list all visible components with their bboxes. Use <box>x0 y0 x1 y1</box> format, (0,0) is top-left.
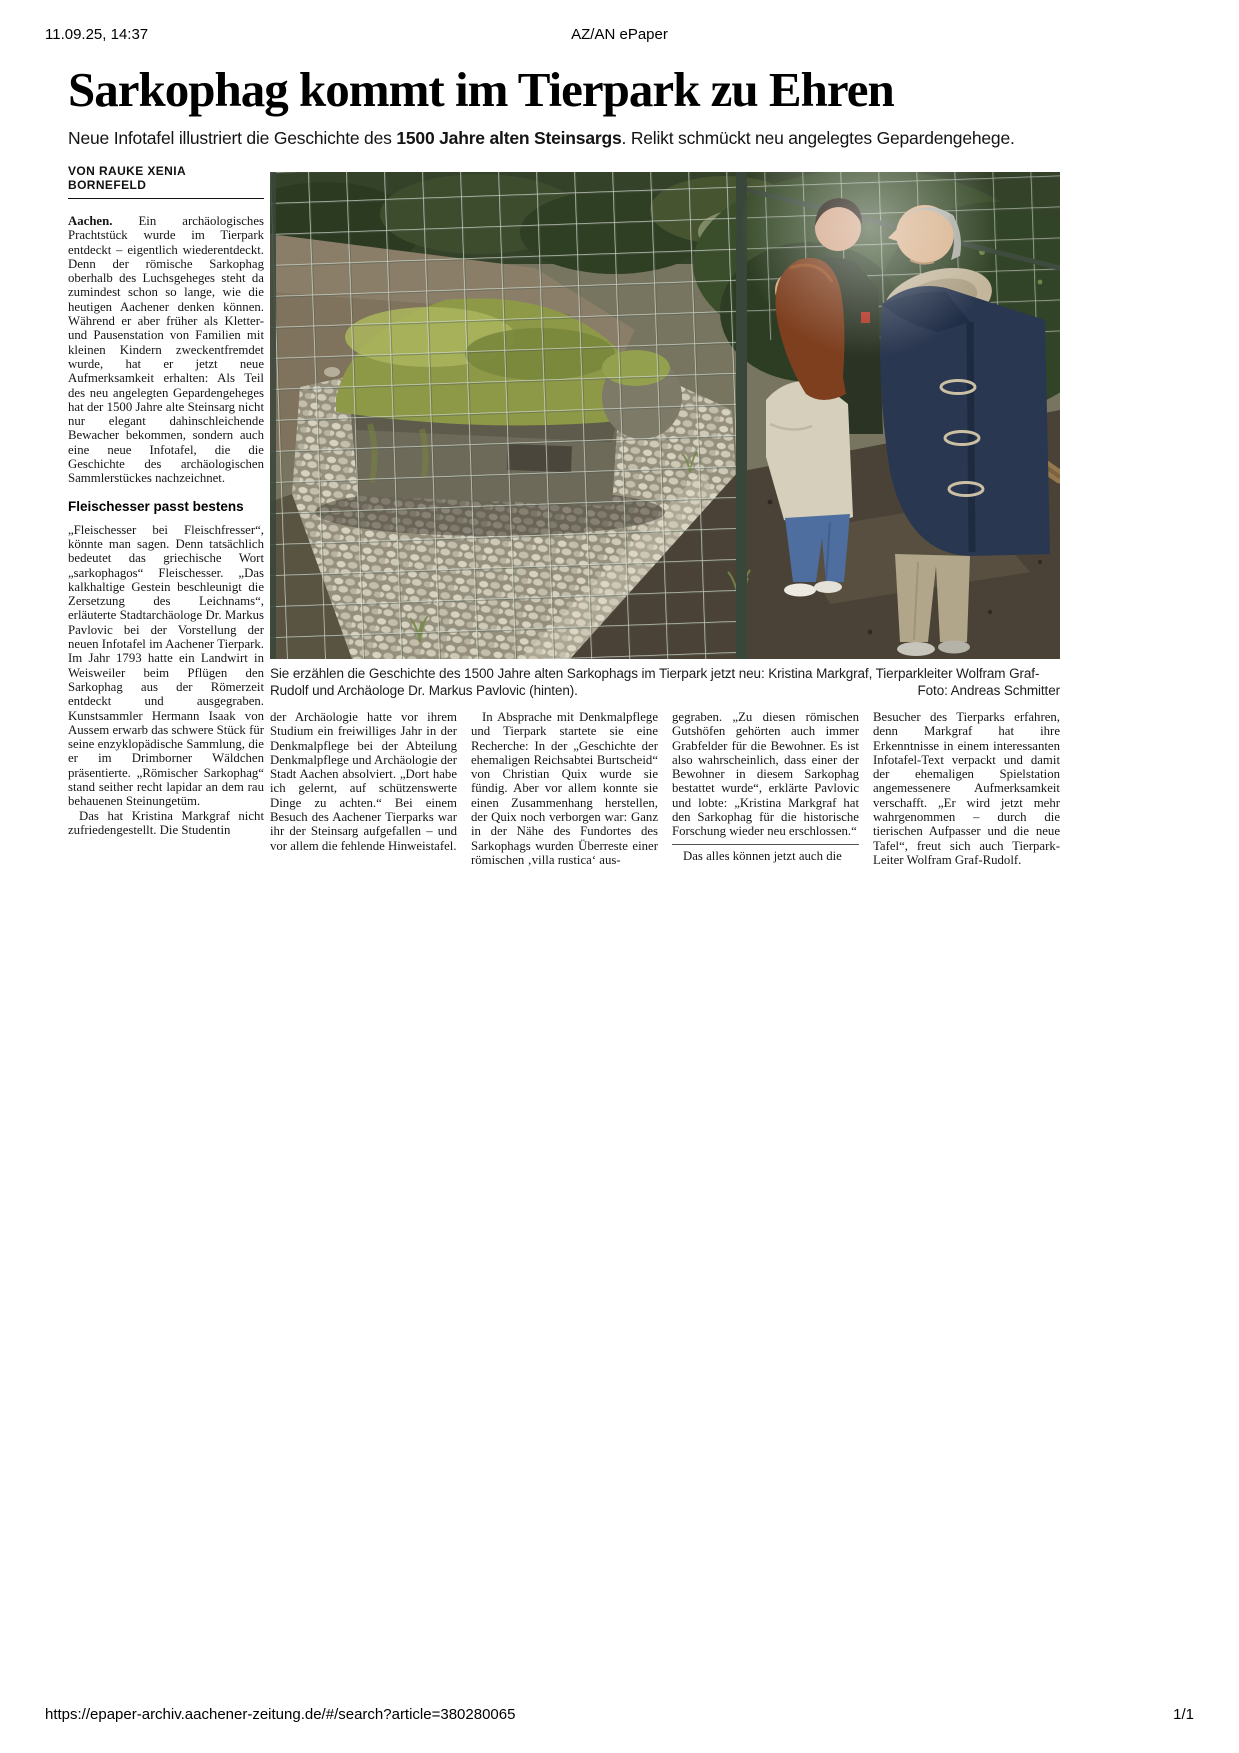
subhead-text-end: . Relikt schmückt neu angelegtes Gepardengehege. <box>621 128 1015 149</box>
article-headline: Sarkophag kommt im Tierpark zu Ehren <box>68 62 894 117</box>
article-photo <box>270 172 1060 659</box>
article-column-5 <box>873 710 1060 867</box>
paragraph-text: Ein archäologisches Prachtstück wurde im Tierpark entdeckt – eigentlich wiederentdeckt. Denn der römische Sarkophag oberhalb des Luchsgeheges steht da zumindest schon so lange, wie die heutigen Aachener denken können. Während er aber früher als Kletter- und Pausenstation von Familien mit kleinen Kindern zweckentfremdet wurde, hat er jetzt neue Aufmerksamkeit erhalten: Als Teil des neu angelegten Gepardengeheges hat der 1500 Jahre alte Steinsarg nicht nur elegant dahinschleichende Bewacher bekommen, sondern auch eine neue Infotafel, die die Geschichte des archäologischen Sammlerstückes nachzeichnet. <box>68 214 264 486</box>
article-lower-columns <box>270 710 1060 867</box>
article-column-3 <box>471 710 658 867</box>
article-column-2 <box>270 710 457 867</box>
paragraph: „Fleischesser bei Fleischfresser“, könnte man sagen. Denn tatsächlich bedeutet das griechische Wort „sarkophagos“ Fleischesser. „Das kalkhaltige Gestein beschleunigt die Zersetzung des Leichnams“, erläuterte Stadtarchäologe Dr. Markus Pavlovic bei der Vorstellung der neuen Infotafel im Aachener Tierpark. Im Jahr 1793 hatte ein Landwirt in Weisweiler beim Pflügen den Sarkophag aus der Römerzeit entdeckt und ausgegraben. Kunstsammler Hermann Isaak von Aussem erwarb das schwere Stück für seine enzyklopädische Sammlung, die er im Drimborner Wäldchen präsentierte. „Römischer Sarkophag“ stand seither recht lapidar an dem rau behauenen Steinungetüm. <box>68 522 264 809</box>
paragraph <box>68 214 264 486</box>
footer-page-indicator: 1/1 <box>1173 1706 1194 1723</box>
article-divider-rule <box>672 844 859 845</box>
article <box>68 0 1060 867</box>
footer-url: https://epaper-archiv.aachener-zeitung.de/#/search?article=380280065 <box>45 1706 516 1723</box>
subhead-bold-text: 1500 Jahre alten Steinsargs <box>396 128 622 149</box>
paragraph: In Absprache mit Denkmalpflege und Tierpark startete sie eine Recherche: In der „Geschichte der ehemaligen Reichsabtei Burtscheid“ von Christian Quix wurde sie fündig. Aber vor allem konnte sie einen Zusammenhang herstellen, der Quix noch verborgen war: Ganz in der Nähe des Fundortes des Sarkophags wurden Überreste einer römischen ‚villa rustica‘ aus- <box>471 710 658 867</box>
page-title: AZ/AN ePaper <box>571 26 668 43</box>
photo-caption-text: Sie erzählen die Geschichte des 1500 Jahre alten Sarkophags im Tierpark jetzt neu: Kristina Markgraf, Tierparkleiter Wolfram Graf-Rudolf und Archäologe Dr. Markus Pavlovic (hinten). <box>270 666 1040 698</box>
photo-fence-mesh <box>270 172 747 659</box>
paragraph: der Archäologie hatte vor ihrem Studium ein freiwilliges Jahr in der Denkmalpflege bei der Abteilung Denkmalpflege und Archäologie der Stadt Aachen absolviert. „Dort habe ich gelernt, auf schützenswerte Dinge zu achten.“ Bei einem Besuch des Aachener Tierparks war ihr der Steinsarg aufgefallen – und vor allem die fehlende Hinweistafel. <box>270 710 457 853</box>
subhead-text: Neue Infotafel illustriert die Geschichte des <box>68 128 397 149</box>
print-timestamp: 11.09.25, 14:37 <box>45 26 149 43</box>
article-column-4 <box>672 710 859 867</box>
article-subhead <box>68 128 1060 149</box>
photo-caption <box>270 665 1060 699</box>
paragraph: gegraben. „Zu diesen römischen Gutshöfen gehörten auch immer Grabfelder für die Bewohner. Es ist also wahrscheinlich, dass einer der Bewohner in diesem Sarkophag bestattet wurde“, erklärte Pavlovic und lobte: „Kristina Markgraf hat den Sarkophag für die historische Forschung wieder neu erschlossen.“ <box>672 710 859 839</box>
photo-credit: Foto: Andreas Schmitter <box>907 682 1060 699</box>
article-column-1 <box>68 214 264 837</box>
crosshead: Fleischesser passt bestens <box>68 498 244 514</box>
print-footer <box>45 1706 1194 1723</box>
paragraph: Das alles können jetzt auch die <box>683 848 842 863</box>
article-photo-figure <box>270 172 1060 699</box>
byline: VON RAUKE XENIA BORNEFELD <box>68 164 264 199</box>
paragraph: Das hat Kristina Markgraf nicht zufriedengestellt. Die Studentin <box>68 808 264 837</box>
paragraph: Besucher des Tierparks erfahren, denn Markgraf hat ihre Erkenntnisse in einem interessanten Infotafel-Text verpackt und damit der ehemaligen Spielstation angemessenere Aufmerksamkeit verschafft. „Er wird jetzt mehr wahrgenommen – durch die tierischen Aufpasser und die neue Tafel“, freut sich auch Tierpark-Leiter Wolfram Graf-Rudolf. <box>873 710 1060 867</box>
dateline: Aachen. <box>68 214 113 228</box>
